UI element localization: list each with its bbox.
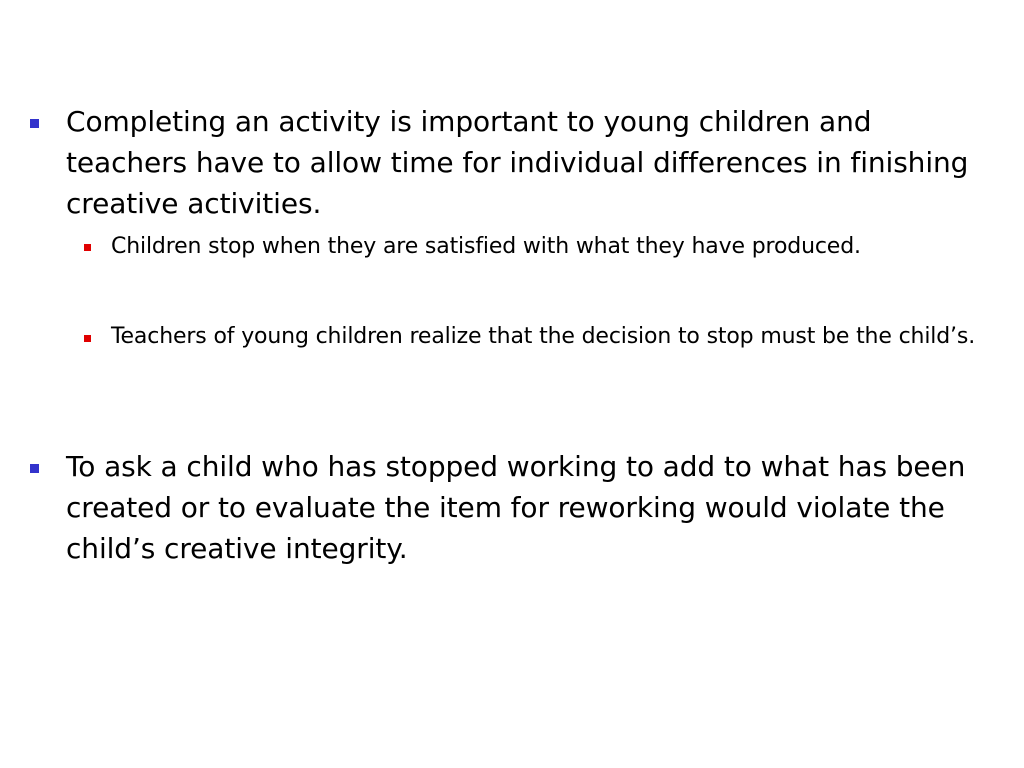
bullet-text-1: Completing an activity is important to young children and teachers have to allow time for individual differences in finishing creative activities. [66,105,969,220]
sub-bullet-text-1: Children stop when they are satisfied with what they have produced. [111,234,861,259]
bullet-text-2: To ask a child who has stopped working to add to what has been created or to evaluate the item for reworking would violate the child’s creative integrity. [66,450,966,565]
sub-bullet-square-icon [84,244,91,251]
sub-bullet-square-icon [84,335,91,342]
bullet-square-icon [30,464,39,473]
sub-bullet-text-2: Teachers of young children realize that the decision to stop must be the child’s. [111,324,976,349]
bullet-square-icon [30,119,39,128]
